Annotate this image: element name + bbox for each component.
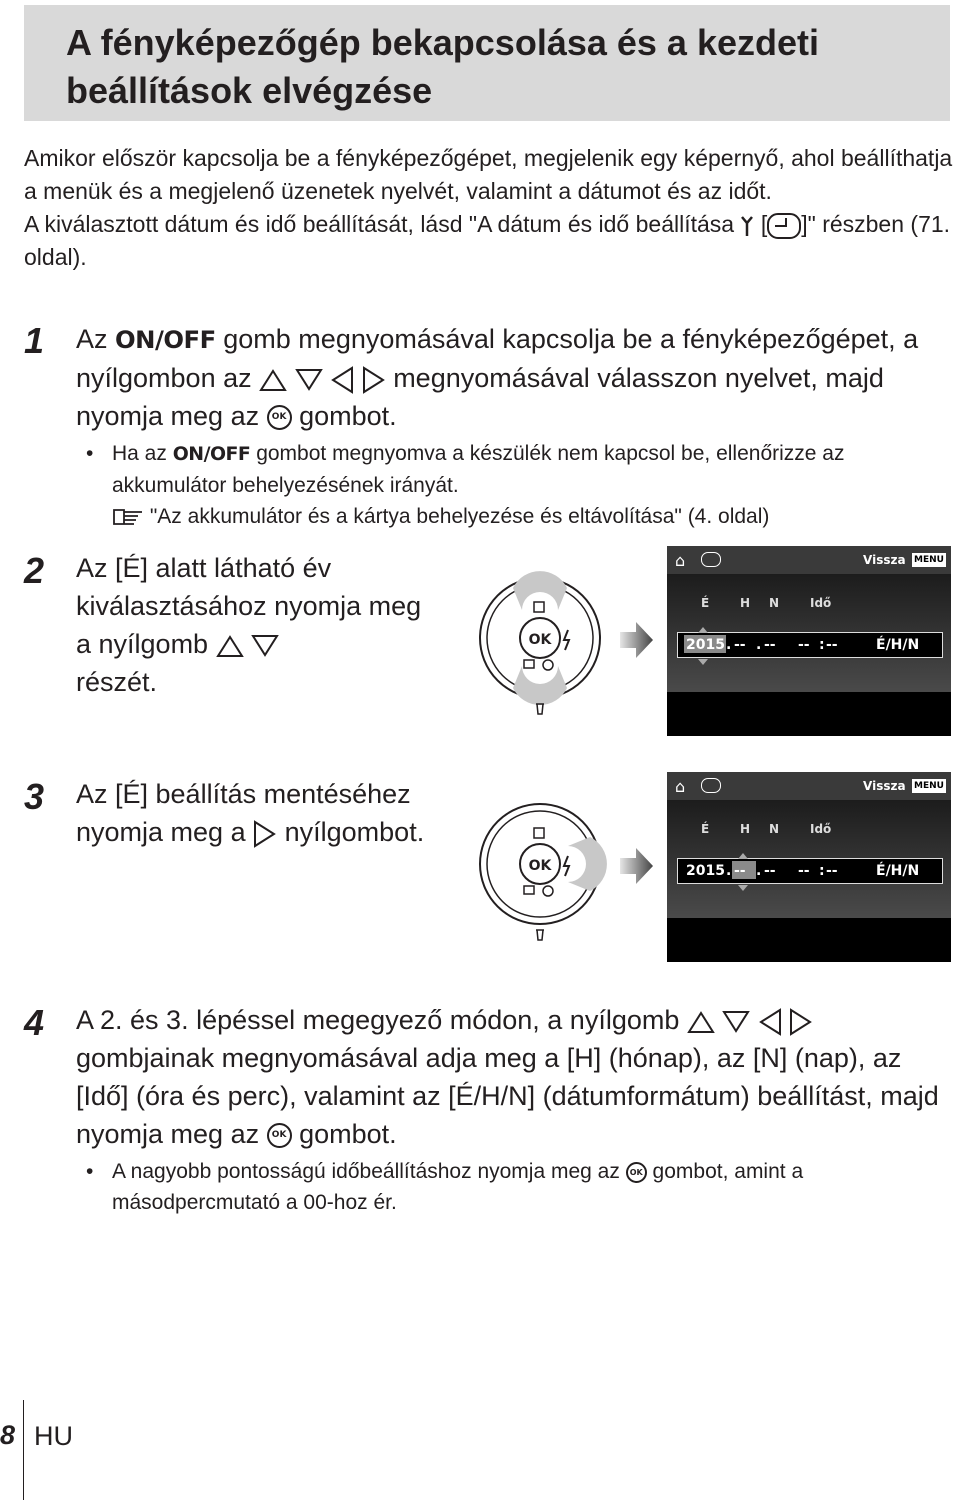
intro-p2-c: ]" részben (71. oldal). xyxy=(24,211,951,270)
wrench-icon xyxy=(740,215,754,237)
step4-c: gombot. xyxy=(299,1119,397,1149)
arrow-left-icon xyxy=(758,1008,782,1036)
lcd-col-time: Idő xyxy=(810,596,832,610)
lcd-col-month: H xyxy=(740,596,751,610)
lcd-year: 2015 xyxy=(686,637,725,653)
step1-a: Az xyxy=(76,324,108,354)
arrow-left-icon xyxy=(330,366,354,394)
step4-a: A 2. és 3. lépéssel megegyező módon, a nyílgomb xyxy=(76,1005,680,1035)
step4-bullet xyxy=(86,1156,946,1218)
ok-button-icon: OK xyxy=(267,1123,292,1148)
arrow-up-icon xyxy=(216,634,244,658)
intro-paragraph-2 xyxy=(24,208,954,274)
step-number-4: 4 xyxy=(24,1002,45,1043)
lcd-colon: : xyxy=(819,863,825,879)
title-banner xyxy=(24,5,950,121)
page-language: HU xyxy=(34,1421,73,1451)
step1-d: gombot. xyxy=(299,401,397,431)
lcd-year: 2015 xyxy=(686,863,725,879)
lcd-day: -- xyxy=(764,637,776,653)
arrow-pad-diagram-2 xyxy=(478,794,618,949)
step2-a: Az [É] alatt látható év kiválasztásához nyomja meg a nyílgomb xyxy=(76,553,422,659)
arrow-up-icon xyxy=(687,1010,715,1034)
lcd-month: -- xyxy=(734,637,746,653)
lcd-format: É/H/N xyxy=(876,863,920,879)
step-number-3: 3 xyxy=(24,776,45,817)
step4-bullet-b: gombot, amint a másodpercmutató a 00-hoz ér. xyxy=(112,1160,804,1214)
lcd-back-label: Vissza xyxy=(863,553,906,567)
lcd-col-year: É xyxy=(701,596,710,610)
lcd-col-month: H xyxy=(740,822,751,836)
clock-icon xyxy=(767,213,801,239)
page-number: 8 xyxy=(0,1420,16,1450)
lcd-hour: -- xyxy=(798,637,810,653)
lcd-screen-1 xyxy=(667,546,951,736)
step1-b: gomb megnyomásával kapcsolja be a fényképezőgépet, a nyílgombon az xyxy=(76,324,919,393)
arrow-right-icon xyxy=(362,366,386,394)
step1-bullets xyxy=(86,438,946,532)
step4-bullets xyxy=(86,1156,946,1218)
lcd-date-row xyxy=(677,858,943,884)
lcd-col-year: É xyxy=(701,822,710,836)
lcd-format: É/H/N xyxy=(876,637,920,653)
lcd-month: -- xyxy=(734,863,746,879)
ok-button-icon: OK xyxy=(267,405,292,430)
step4-b: gombjainak megnyomásával adja meg a [H] (hónap), az [N] (nap), az [Idő] (óra és perc), valamint az [É/H/N] (dátumformátum) beállítást, majd nyomja meg az xyxy=(76,1043,939,1149)
onoff-label-small: ON/OFF xyxy=(172,443,251,465)
lcd-hour: -- xyxy=(798,863,810,879)
page-title: A fényképezőgép bekapcsolása és a kezdeti beállítások elvégzése xyxy=(66,22,819,111)
step1-ref-text: "Az akkumulátor és a kártya behelyezése és eltávolítása" (4. oldal) xyxy=(149,505,770,528)
step1-text xyxy=(76,320,956,435)
lcd-date-row xyxy=(677,632,943,658)
dial-illustration xyxy=(478,794,618,944)
lcd-dot-2: . xyxy=(756,637,762,653)
lcd-colon: : xyxy=(819,637,825,653)
step4-text xyxy=(76,1001,946,1153)
clock-icon xyxy=(701,552,721,567)
lcd-dot-1: . xyxy=(726,863,732,879)
lcd-col-time: Idő xyxy=(810,822,832,836)
lcd-dot-1: . xyxy=(726,637,732,653)
lcd-col-day: N xyxy=(769,596,780,610)
lcd-up-down-icon xyxy=(737,852,749,892)
intro-paragraph-1: Amikor először kapcsolja be a fényképezőgépet, megjelenik egy képernyő, ahol beállíthatja a menük és a megjelenő üzenetek nyelvét, valamint a dátumot és az időt. xyxy=(24,145,953,204)
step1-bullet-a: Ha az xyxy=(112,442,167,465)
intro-text xyxy=(24,142,954,274)
svg-text:OK: OK xyxy=(528,858,552,874)
pointing-hand-icon xyxy=(112,506,144,528)
step1-bullet xyxy=(86,438,946,501)
step3-text xyxy=(76,775,436,851)
ok-button-icon: OK xyxy=(626,1162,647,1183)
step-number-1: 1 xyxy=(24,320,45,361)
lcd-dot-2: . xyxy=(756,863,762,879)
step2-b: részét. xyxy=(76,667,158,697)
lcd-back-label: Vissza xyxy=(863,779,906,793)
step1-reference xyxy=(86,501,946,532)
step2-text xyxy=(76,549,436,701)
onoff-label: ON/OFF xyxy=(115,325,216,354)
clock-icon xyxy=(701,778,721,793)
dial-illustration xyxy=(478,568,618,718)
arrow-down-icon xyxy=(722,1010,750,1034)
arrow-down-icon xyxy=(251,634,279,658)
arrow-right-pointer-icon xyxy=(620,846,654,886)
step4-bullet-a: A nagyobb pontosságú időbeállításhoz nyomja meg az xyxy=(112,1160,620,1183)
lcd-menu-badge: MENU xyxy=(914,555,944,565)
lcd-minute: -- xyxy=(826,863,838,879)
arrow-right-pointer-icon xyxy=(620,620,654,660)
step1-c: megnyomásával válasszon nyelvet, majd nyomja meg az xyxy=(76,363,884,431)
step-number-2: 2 xyxy=(24,550,45,591)
intro-p2-b: [ xyxy=(760,211,768,237)
arrow-right-icon xyxy=(789,1008,813,1036)
home-icon: ⌂ xyxy=(675,777,686,796)
home-icon: ⌂ xyxy=(675,551,686,570)
lcd-col-day: N xyxy=(769,822,780,836)
step3-b: nyílgombot. xyxy=(284,817,425,847)
footer-rule xyxy=(23,1400,24,1500)
arrow-up-icon xyxy=(259,368,287,392)
arrow-right-icon xyxy=(253,820,277,848)
step1-bullet-b: gombot megnyomva a készülék nem kapcsol be, ellenőrizze az akkumulátor behelyezésének irányát. xyxy=(112,442,845,497)
svg-text:OK: OK xyxy=(528,632,552,648)
step3-a: Az [É] beállítás mentéséhez nyomja meg a xyxy=(76,779,411,847)
lcd-screen-2 xyxy=(667,772,951,962)
lcd-minute: -- xyxy=(826,637,838,653)
lcd-menu-badge: MENU xyxy=(914,781,944,791)
intro-p2-a: A kiválasztott dátum és idő beállítását, lásd "A dátum és idő beállítása xyxy=(24,211,735,237)
arrow-down-icon xyxy=(295,368,323,392)
arrow-pad-diagram-1 xyxy=(478,568,618,723)
lcd-day: -- xyxy=(764,863,776,879)
lcd-up-down-icon xyxy=(697,626,709,666)
